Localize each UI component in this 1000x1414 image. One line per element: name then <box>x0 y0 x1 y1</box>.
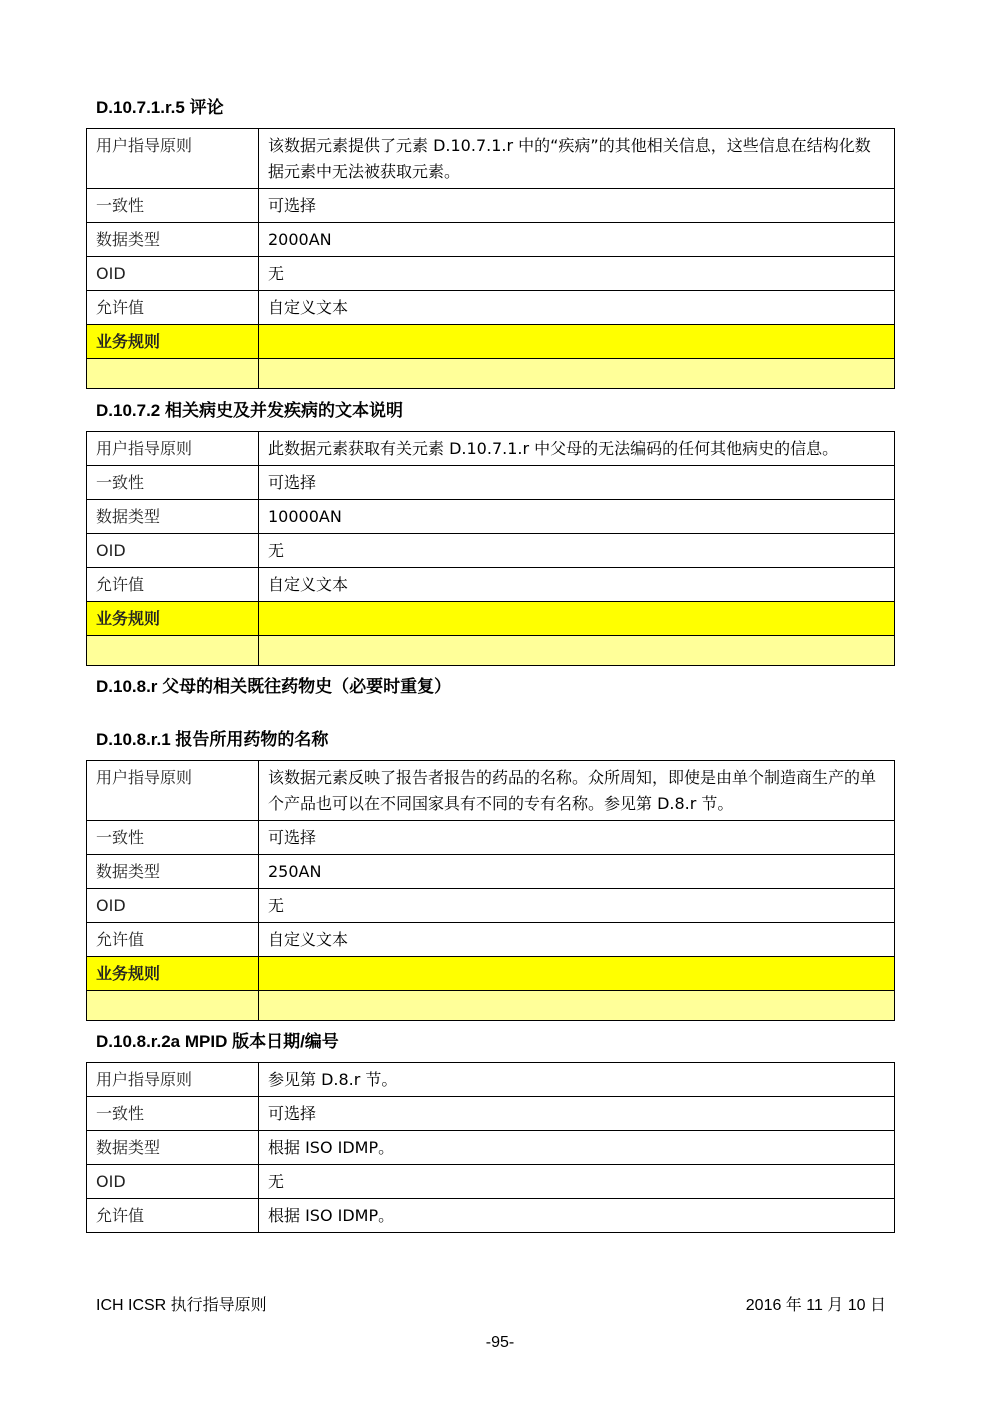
row-value: 可选择 <box>259 466 895 500</box>
business-rule-empty-row <box>87 991 895 1021</box>
row-key: 数据类型 <box>87 855 259 889</box>
spec-table <box>86 760 895 1021</box>
row-value: 无 <box>259 1165 895 1199</box>
spec-table <box>86 1062 895 1233</box>
row-value: 自定义文本 <box>259 923 895 957</box>
spec-table <box>86 128 895 389</box>
row-value: 250AN <box>259 855 895 889</box>
table-row <box>87 761 895 821</box>
row-value: 2000AN <box>259 223 895 257</box>
row-value: 可选择 <box>259 189 895 223</box>
business-rule-row <box>87 325 895 359</box>
table-row <box>87 129 895 189</box>
empty-cell <box>259 636 895 666</box>
row-value: 根据 ISO IDMP。 <box>259 1199 895 1233</box>
table-row <box>87 500 895 534</box>
row-key: OID <box>87 257 259 291</box>
empty-cell <box>259 991 895 1021</box>
section-title: D.10.8.r 父母的相关既往药物史（必要时重复） <box>96 677 452 696</box>
section-title: D.10.8.r.2a MPID 版本日期/编号 <box>96 1032 339 1051</box>
row-key: OID <box>87 1165 259 1199</box>
footer-left-text: ICH ICSR 执行指导原则 <box>96 1297 267 1314</box>
row-value: 可选择 <box>259 821 895 855</box>
section-title: D.10.7.1.r.5 评论 <box>96 98 224 117</box>
row-key: 用户指导原则 <box>87 129 259 189</box>
row-key: 允许值 <box>87 923 259 957</box>
row-key: 允许值 <box>87 568 259 602</box>
table-row <box>87 1097 895 1131</box>
row-key: 数据类型 <box>87 223 259 257</box>
business-rule-label: 业务规则 <box>87 957 259 991</box>
row-key: 数据类型 <box>87 500 259 534</box>
row-key: 一致性 <box>87 821 259 855</box>
spec-table <box>86 431 895 666</box>
footer-date: 2016 年 11 月 10 日 <box>745 1297 886 1314</box>
table-row <box>87 1199 895 1233</box>
row-key: 数据类型 <box>87 1131 259 1165</box>
row-value: 参见第 D.8.r 节。 <box>259 1063 895 1097</box>
row-value: 无 <box>259 534 895 568</box>
empty-cell <box>259 359 895 389</box>
business-rule-value <box>259 325 895 359</box>
row-key: 用户指导原则 <box>87 761 259 821</box>
table-row <box>87 855 895 889</box>
row-value: 此数据元素获取有关元素 D.10.7.1.r 中父母的无法编码的任何其他病史的信息。 <box>259 432 895 466</box>
table-row <box>87 568 895 602</box>
row-value: 10000AN <box>259 500 895 534</box>
empty-cell <box>87 359 259 389</box>
table-row <box>87 291 895 325</box>
business-rule-row <box>87 602 895 636</box>
business-rule-value <box>259 602 895 636</box>
empty-cell <box>87 991 259 1021</box>
table-row <box>87 889 895 923</box>
empty-cell <box>87 636 259 666</box>
row-key: 一致性 <box>87 466 259 500</box>
row-value: 该数据元素提供了元素 D.10.7.1.r 中的“疾病”的其他相关信息，这些信息在结构化数据元素中无法被获取元素。 <box>259 129 895 189</box>
page-number: -95- <box>485 1334 515 1351</box>
row-key: 允许值 <box>87 1199 259 1233</box>
table-row <box>87 1165 895 1199</box>
row-value: 自定义文本 <box>259 568 895 602</box>
row-key: OID <box>87 534 259 568</box>
section-title: D.10.7.2 相关病史及并发疾病的文本说明 <box>96 401 403 420</box>
row-key: 用户指导原则 <box>87 432 259 466</box>
business-rule-empty-row <box>87 359 895 389</box>
table-row <box>87 534 895 568</box>
row-key: 一致性 <box>87 189 259 223</box>
row-value: 该数据元素反映了报告者报告的药品的名称。众所周知，即使是由单个制造商生产的单个产品也可以在不同国家具有不同的专有名称。参见第 D.8.r 节。 <box>259 761 895 821</box>
table-row <box>87 821 895 855</box>
row-value: 无 <box>259 257 895 291</box>
table-row <box>87 1131 895 1165</box>
business-rule-label: 业务规则 <box>87 325 259 359</box>
business-rule-label: 业务规则 <box>87 602 259 636</box>
row-value: 无 <box>259 889 895 923</box>
table-row <box>87 466 895 500</box>
table-row <box>87 223 895 257</box>
section-title: D.10.8.r.1 报告所用药物的名称 <box>96 730 329 749</box>
row-value: 可选择 <box>259 1097 895 1131</box>
business-rule-empty-row <box>87 636 895 666</box>
row-key: 用户指导原则 <box>87 1063 259 1097</box>
table-row <box>87 257 895 291</box>
row-key: OID <box>87 889 259 923</box>
row-value: 根据 ISO IDMP。 <box>259 1131 895 1165</box>
table-row <box>87 189 895 223</box>
table-row <box>87 432 895 466</box>
row-key: 一致性 <box>87 1097 259 1131</box>
row-key: 允许值 <box>87 291 259 325</box>
row-value: 自定义文本 <box>259 291 895 325</box>
business-rule-row <box>87 957 895 991</box>
table-row <box>87 923 895 957</box>
business-rule-value <box>259 957 895 991</box>
table-row <box>87 1063 895 1097</box>
